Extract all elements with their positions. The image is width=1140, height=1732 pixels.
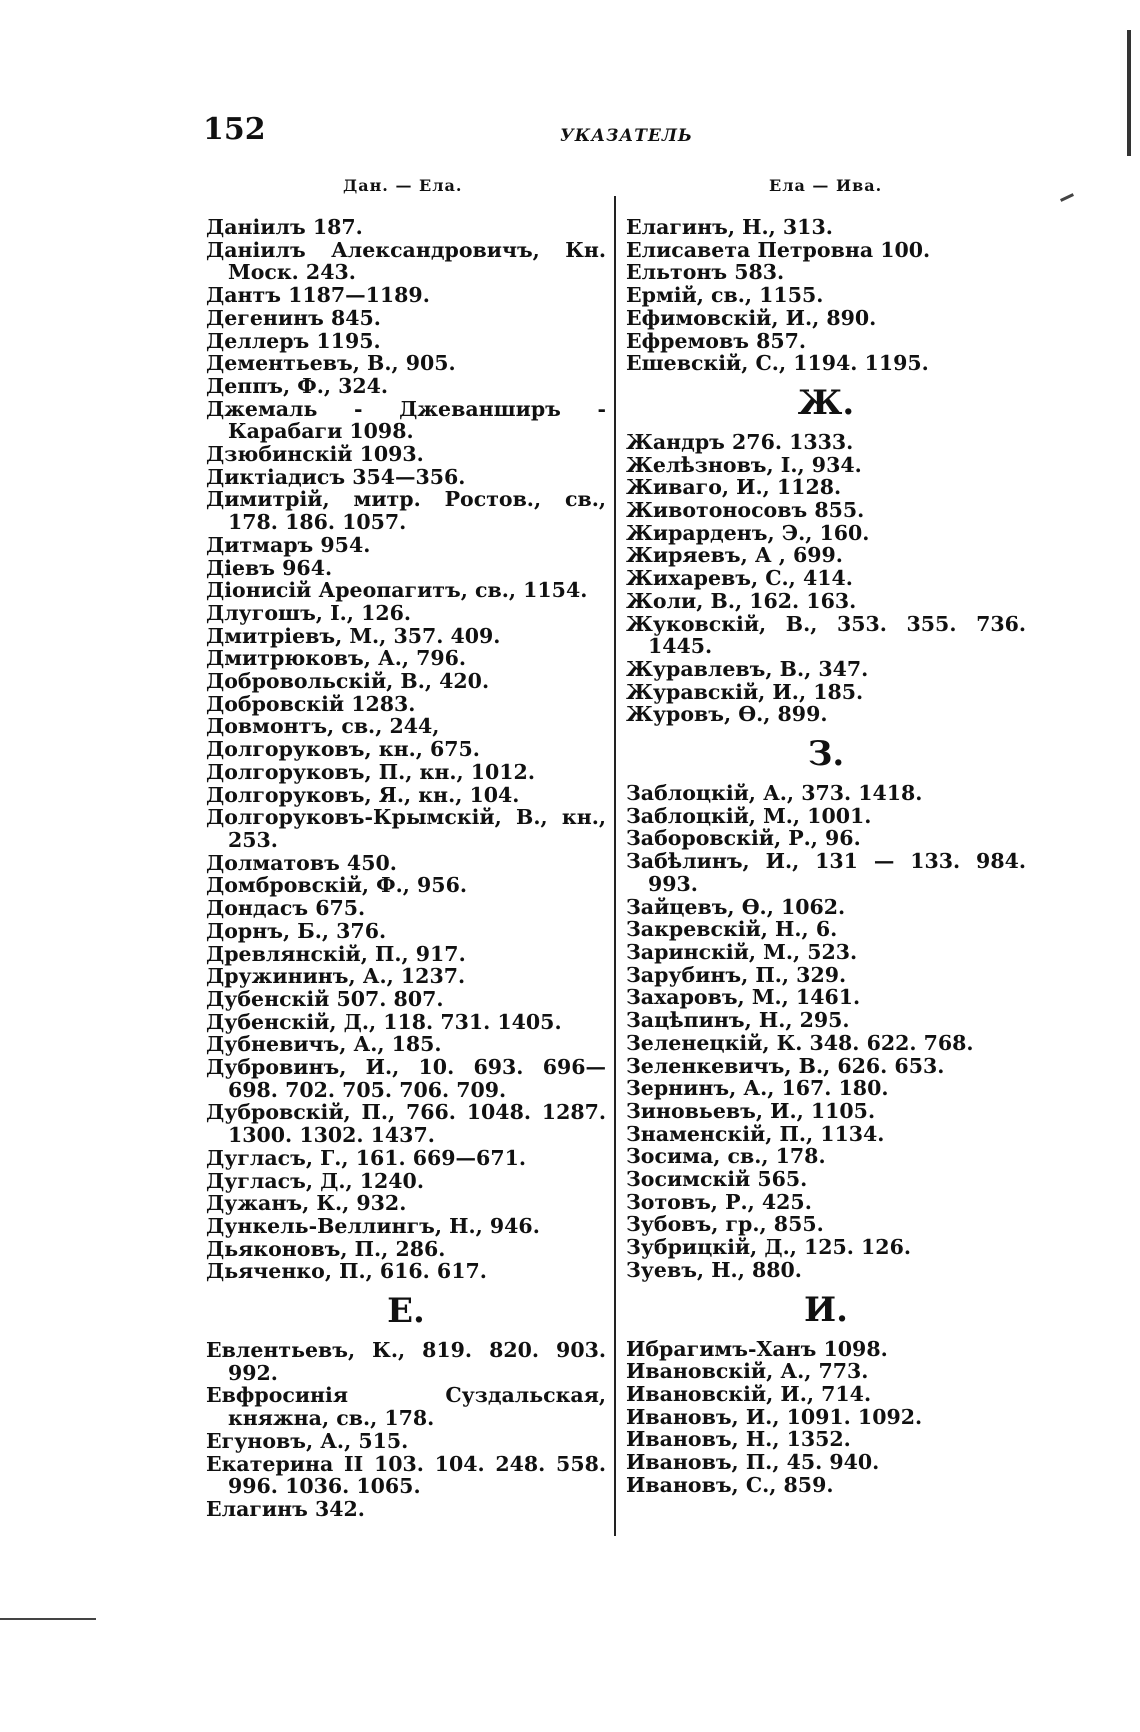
index-entry: Зуевъ, Н., 880. [626, 1257, 802, 1282]
index-entry: Дугласъ, Г., 161. 669—671. [206, 1145, 526, 1170]
section-letter: З. [807, 734, 845, 775]
index-entry: Евлентьевъ, К., 819. 820. 903. 992. [206, 1338, 606, 1385]
index-entry: Зосима, св., 178. [626, 1144, 826, 1169]
index-entry: Дубровскій, П., 766. 1048. 1287. 1300. 1302. 1437. [206, 1100, 606, 1148]
index-entry: Ивановъ, С., 859. [626, 1472, 834, 1497]
index-entry: Ермій, св., 1155. [626, 283, 824, 308]
index-entry: Знаменскій, П., 1134. [626, 1121, 885, 1146]
index-entry: Жиряевъ, А , 699. [626, 543, 843, 568]
index-entry: Джемаль - Джеванширъ - Карабаги 1098. [206, 396, 606, 444]
right-index-column [626, 216, 1026, 1496]
index-entry: Дегенинъ 845. [206, 305, 381, 330]
index-entry: Ивановъ, Н., 1352. [626, 1427, 851, 1452]
index-entry: Зацѣпинъ, Н., 295. [626, 1008, 850, 1033]
index-entry: Елагинъ 342. [206, 1496, 365, 1521]
ink-mark [0, 1618, 96, 1620]
index-entry: Ивановъ, П., 45. 940. [626, 1450, 880, 1475]
index-entry: Жандръ 276. 1333. [626, 429, 854, 454]
index-entry: Забѣлинъ, И., 131 — 133. 984. 993. [626, 849, 1026, 896]
index-entry: Заборовскій, Р., 96. [626, 826, 861, 851]
index-entry: Дондасъ 675. [206, 896, 366, 921]
index-entry: Деппъ, Ф., 324. [206, 373, 389, 398]
index-entry: Дмитріевъ, М., 357. 409. [206, 623, 501, 648]
section-letter: И. [804, 1289, 848, 1330]
index-entry: Зеленецкій, К. 348. 622. 768. [626, 1030, 974, 1055]
running-head: УКАЗАТЕЛЬ [560, 126, 693, 146]
index-entry: Заринскій, М., 523. [626, 939, 858, 964]
index-entry: Журавлевъ, В., 347. [626, 656, 869, 681]
index-entry: Древлянскій, П., 917. [206, 941, 466, 966]
index-entry: Жихаревъ, С., 414. [626, 566, 853, 591]
index-entry: Диктіадисъ 354—356. [206, 464, 466, 489]
index-entry: Дорнъ, Б., 376. [206, 918, 387, 943]
index-entry: Ибрагимъ-Ханъ 1098. [626, 1336, 888, 1361]
index-entry: Долгоруковъ-Крымскій, В., кн., 253. [206, 805, 606, 852]
index-entry: Дьяконовъ, П., 286. [206, 1236, 446, 1261]
page-edge-line [1127, 30, 1131, 156]
right-column-header: Ела — Ива. [769, 176, 883, 195]
index-entry: Ивановскій, А., 773. [626, 1359, 869, 1384]
index-entry: Дубенскій 507. 807. [206, 986, 444, 1011]
index-entry: Зубовъ, гр., 855. [626, 1212, 824, 1237]
index-entry: Долгоруковъ, кн., 675. [206, 737, 480, 762]
index-entry: Дитмаръ 954. [206, 532, 371, 557]
index-entry: Дементьевъ, В., 905. [206, 351, 456, 376]
left-index-column [206, 216, 606, 1521]
index-entry: Долгоруковъ, П., кн., 1012. [206, 759, 535, 784]
section-letter: Е. [387, 1291, 425, 1332]
index-entry: Дубровинъ, И., 10. 693. 696—698. 702. 705. 706. 709. [206, 1055, 606, 1102]
index-entry: Зарубинъ, П., 329. [626, 962, 847, 987]
index-entry: Димитрій, митр. Ростов., св., 178. 186. 1057. [206, 487, 606, 535]
index-entry: Жоли, В., 162. 163. [626, 588, 857, 613]
index-entry: Зиновьевъ, И., 1105. [626, 1098, 876, 1123]
index-entry: Евфросинія Суздальская, княжна, св., 178. [206, 1383, 606, 1431]
index-entry: Егуновъ, А., 515. [206, 1428, 409, 1453]
index-entry: Добровольскій, В., 420. [206, 669, 490, 694]
index-entry: Дубенскій, Д., 118. 731. 1405. [206, 1009, 562, 1034]
index-entry: Зернинъ, А., 167. 180. [626, 1076, 889, 1101]
left-column-header: Дан. — Ела. [343, 176, 463, 195]
index-entry: Заблоцкій, М., 1001. [626, 803, 872, 828]
index-entry: Закревскій, Н., 6. [626, 917, 838, 942]
index-entry: Деллеръ 1195. [206, 328, 381, 353]
index-entry: Екатерина II 103. 104. 248. 558. 996. 1036. 1065. [206, 1451, 606, 1499]
index-entry: Заблоцкій, А., 373. 1418. [626, 781, 923, 806]
index-entry: Дзюбинскій 1093. [206, 442, 424, 467]
ink-mark [1060, 193, 1074, 202]
index-entry: Дугласъ, Д., 1240. [206, 1168, 424, 1193]
index-entry: Елисавета Петровна 100. [626, 237, 931, 262]
section-letter: Ж. [797, 382, 855, 423]
index-entry: Длугошъ, I., 126. [206, 600, 411, 625]
index-entry: Ивановскій, И., 714. [626, 1381, 872, 1406]
index-entry: Дункель-Веллингъ, Н., 946. [206, 1213, 540, 1238]
index-entry: Ефремовъ 857. [626, 328, 807, 353]
index-entry: Дмитрюковъ, А., 796. [206, 646, 467, 671]
index-entry: Дубневичъ, А., 185. [206, 1032, 442, 1057]
index-entry: Журавскій, И., 185. [626, 679, 864, 704]
index-entry: Жуковскій, В., 353. 355. 736. 1445. [626, 611, 1026, 659]
index-entry: Желѣзновъ, I., 934. [626, 452, 862, 477]
index-entry: Ефимовскій, И., 890. [626, 305, 877, 330]
index-entry: Дужанъ, К., 932. [206, 1191, 407, 1216]
index-entry: Жирарденъ, Э., 160. [626, 520, 870, 545]
index-entry: Захаровъ, М., 1461. [626, 985, 861, 1010]
column-divider [614, 196, 616, 1536]
index-entry: Зеленкевичъ, В., 626. 653. [626, 1053, 945, 1078]
index-entry: Ельтонъ 583. [626, 260, 785, 285]
index-entry: Журовъ, Ѳ., 899. [626, 702, 828, 727]
index-entry: Живаго, И., 1128. [626, 475, 842, 500]
index-entry: Елагинъ, Н., 313. [626, 215, 833, 239]
page-number: 152 [203, 112, 266, 147]
index-entry: Діонисій Ареопагитъ, св., 1154. [206, 578, 588, 603]
index-entry: Довмонтъ, св., 244, [206, 714, 440, 739]
index-entry: Дьяченко, П., 616. 617. [206, 1259, 487, 1284]
index-entry: Даніилъ 187. [206, 215, 363, 239]
index-entry: Ешевскій, С., 1194. 1195. [626, 351, 929, 376]
index-entry: Долматовъ 450. [206, 850, 397, 875]
index-entry: Ивановъ, И., 1091. 1092. [626, 1404, 923, 1429]
index-entry: Дружининъ, А., 1237. [206, 964, 466, 989]
index-entry: Домбровскій, Ф., 956. [206, 873, 467, 898]
index-entry: Зотовъ, Р., 425. [626, 1189, 812, 1214]
index-entry: Зосимскій 565. [626, 1167, 808, 1192]
index-entry: Животоносовъ 855. [626, 498, 865, 523]
index-entry: Зайцевъ, Ѳ., 1062. [626, 894, 846, 919]
index-entry: Даніилъ Александровичъ, Кн. Моск. 243. [206, 237, 606, 285]
index-entry: Дантъ 1187—1189. [206, 283, 430, 308]
index-entry: Долгоруковъ, Я., кн., 104. [206, 782, 520, 807]
index-entry: Добровскій 1283. [206, 691, 416, 716]
index-entry: Діевъ 964. [206, 555, 333, 580]
index-entry: Зубрицкій, Д., 125. 126. [626, 1235, 911, 1260]
